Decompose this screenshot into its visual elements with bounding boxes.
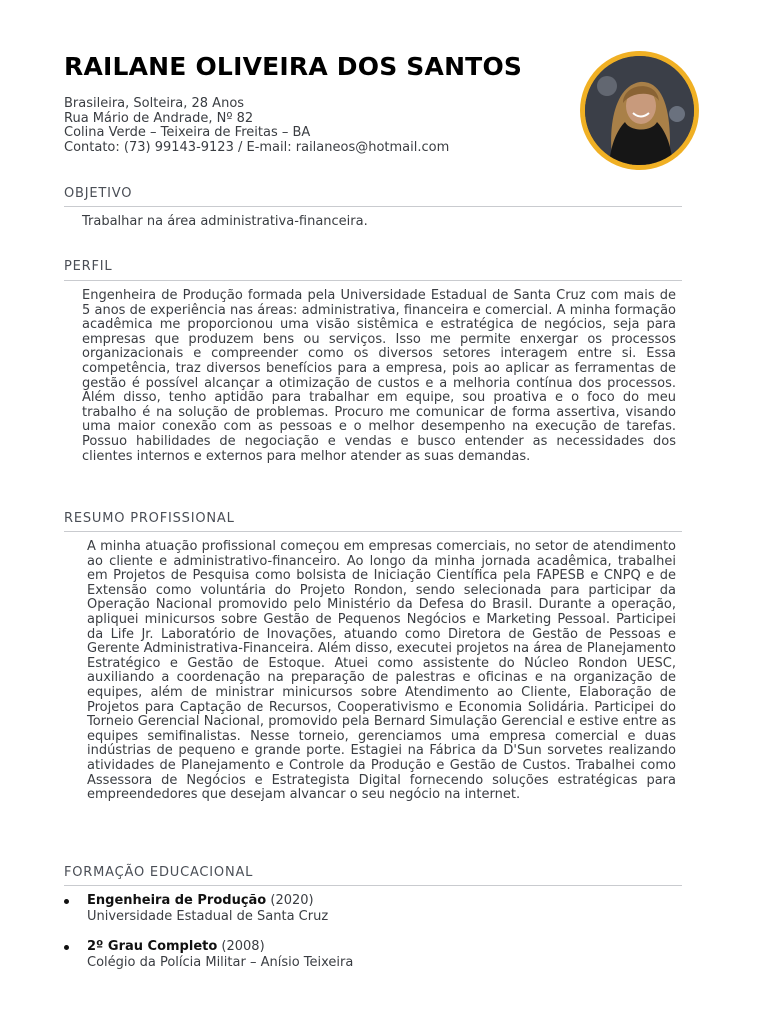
education-list	[64, 893, 684, 985]
section-divider	[64, 206, 682, 207]
personal-details: Brasileira, Solteira, 28 Anos	[64, 96, 245, 111]
profile-photo	[585, 56, 694, 165]
section-title-resumo-profissional: RESUMO PROFISSIONAL	[64, 511, 235, 526]
education-school: Universidade Estadual de Santa Cruz	[87, 909, 329, 924]
street-address: Rua Mário de Andrade, Nº 82	[64, 110, 254, 126]
section-title-formacao: FORMAÇÃO EDUCACIONAL	[64, 865, 254, 880]
education-school: Colégio da Polícia Militar – Anísio Teixeira	[87, 955, 354, 970]
education-degree: 2º Grau Completo	[87, 939, 218, 954]
section-divider	[64, 280, 682, 281]
education-degree: Engenheira de Produção	[87, 893, 267, 908]
section-divider	[64, 531, 682, 532]
resumo-text: A minha atuação profissional começou em empresas comerciais, no setor de atendimento ao cliente e administrativo-financeiro. Ao longo da minha jornada acadêmica, trabalhei em Projetos de Pesquisa como bolsista de Iniciação Científica pela FAPESB e CNPQ e de Extensão como voluntária do Projeto Rondon, sendo selecionada para participar da Operação Nacional promovido pelo Ministério da Defesa do Brasil. Durante a operação, apliquei minicursos sobre Gestão de Pequenos Negócios e Marketing Pessoal. Participei da Life Jr. Laboratório de Inovações, atuando como Diretora de Gestão de Pessoas e Gerente Administrativa-Financeira. Além disso, executei projetos na área de Planejamento Estratégico e Gestão de Estoque. Atuei como assistente do Núcleo Rondon UESC, auxiliando a coordenação na preparação de palestras e oficinas e na organização de equipes, além de ministrar minicursos sobre Atendimento ao Cliente, Elaboração de Projetos para Captação de Recursos, Cooperativismo e Economia Solidária. Participei do Torneio Gerencial Nacional, promovido pela Bernard Simulação Gerencial e estive entre as equipes semifinalistas. Nesse torneio, gerenciamos uma empresa comercial e duas indústrias de pequeno e grande porte. Estagiei na Fábrica da D'Sun sorvetes realizando atividades de Planejamento e Controle da Produção e Gestão de Custos. Trabalhei como Assessora de Negócios e Estrategista Digital fornecendo soluções estratégicas para empreendedores que desejam alvancar o seu negócio na internet.	[87, 539, 676, 803]
bullet-icon	[64, 945, 69, 950]
section-divider	[64, 885, 682, 886]
bullet-icon	[64, 899, 69, 904]
education-year: (2008)	[221, 939, 265, 954]
profile-photo-frame	[580, 51, 699, 170]
perfil-text: Engenheira de Produção formada pela Universidade Estadual de Santa Cruz com mais de 5 anos de experiência nas áreas: administrativa, financeira e comercial. A minha formação acadêmica me proporcionou uma visão sistêmica e estratégica de negócios, seja para empresas que produzem bens ou serviços. Isso me permite enxergar os processos organizacionais e compreender como os diversos setores interagem entre si. Essa competência, traz diversos benefícios para a empresa, pois ao aplicar as ferramentas de gestão é possível alcançar a otimização de custos e a melhoria contínua dos processos. Além disso, tenho aptidão para trabalhar em equipe, sou proativa e o foco do meu trabalho é na solução de problemas. Procuro me comunicar de forma assertiva, visando uma maior conexão com as pessoas e o melhor desempenho na execução de tarefas. Possuo habilidades de negociação e vendas e busco entender as necessidades dos clientes internos e externos para melhor atender as suas demandas.	[82, 288, 676, 464]
section-title-objetivo: OBJETIVO	[64, 186, 133, 201]
education-item	[64, 939, 684, 971]
portrait-illustration	[585, 56, 694, 165]
objetivo-text: Trabalhar na área administrativa-financeira.	[82, 214, 368, 229]
education-year: (2020)	[270, 893, 314, 908]
candidate-name: RAILANE OLIVEIRA DOS SANTOS	[64, 52, 523, 81]
section-title-perfil: PERFIL	[64, 259, 113, 274]
city-address: Colina Verde – Teixeira de Freitas – BA	[64, 125, 311, 141]
phone-email: Contato: (73) 99143-9123 / E-mail: railaneos@hotmail.com	[64, 140, 450, 156]
contact-info	[64, 97, 449, 156]
education-item	[64, 893, 684, 925]
